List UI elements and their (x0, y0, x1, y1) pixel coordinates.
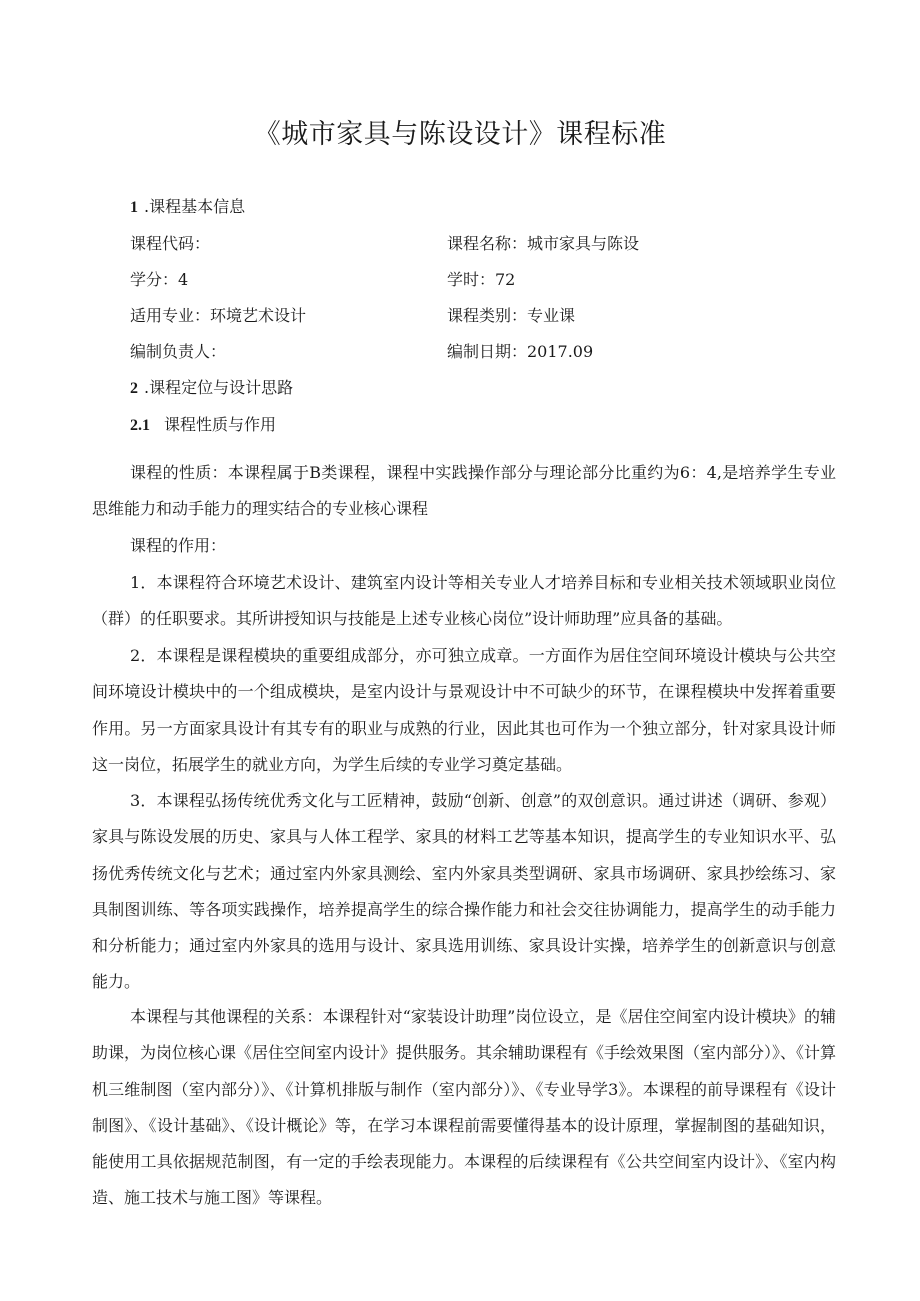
subsection-number: 2.1 (130, 417, 150, 434)
section-number: 1 (130, 199, 138, 216)
section-heading-positioning (130, 375, 293, 398)
section-number: 2 (130, 380, 138, 397)
section-label: .课程基本信息 (144, 197, 246, 216)
subsection-label: 课程性质与作用 (164, 415, 277, 434)
info-major: 适用专业：环境艺术设计 (130, 306, 307, 325)
paragraph-nature: 课程的性质：本课程属于B类课程，课程中实践操作部分与理论部分比重约为6：4,是培养学生专业思维能力和动手能力的理实结合的专业核心课程 (92, 463, 836, 519)
paragraph-role-3: 3．本课程弘扬传统优秀文化与工匠精神，鼓励“创新、创意”的双创意识。通过讲述（调研、参观）家具与陈设发展的历史、家具与人体工程学、家具的材料工艺等基本知识，提高学生的专业知识水平、弘扬优秀传统文化与艺术；通过室内外家具测绘、室内外家具类型调研、家具市场调研、家具抄绘练习、家具制图训练、等各项实践操作，培养提高学生的综合操作能力和社会交往协调能力，提高学生的动手能力和分析能力；通过室内外家具的选用与设计、家具选用训练、家具设计实操，培养学生的创新意识与创意能力。 (92, 791, 836, 992)
info-course-code: 课程代码： (130, 234, 211, 253)
info-author: 编制负责人： (130, 342, 227, 361)
paragraph-role-1: 1．本课程符合环境艺术设计、建筑室内设计等相关专业人才培养目标和专业相关技术领域职业岗位（群）的任职要求。其所讲授知识与技能是上述专业核心岗位”设计师助理”应具备的基础。 (92, 573, 836, 629)
paragraph-role-label: 课程的作用： (130, 536, 227, 555)
section-label: .课程定位与设计思路 (144, 378, 294, 397)
paragraph-relation: 本课程与其他课程的关系：本课程针对“家装设计助理”岗位设立，是《居住空间室内设计模块》的辅助课，为岗位核心课《居住空间室内设计》提供服务。其余辅助课程有《手绘效果图（室内部分）》、《计算机三维制图（室内部分）》、《计算机排版与制作（室内部分）》、《专业导学3》。本课程的前导课程有《设计制图》、《设计基础》、《设计概论》等，在学习本课程前需要懂得基本的设计原理，掌握制图的基础知识，能使用工具依据规范制图，有一定的手绘表现能力。本课程的后续课程有《公共空间室内设计》、《室内构造、施工技术与施工图》等课程。 (92, 1007, 837, 1208)
paragraph-role-2: 2．本课程是课程模块的重要组成部分，亦可独立成章。一方面作为居住空间环境设计模块与公共空间环境设计模块中的一个组成模块，是室内设计与景观设计中不可缺少的环节，在课程模块中发挥着重要作用。另一方面家具设计有其专有的职业与成熟的行业，因此其也可作为一个独立部分，针对家具设计师这一岗位，拓展学生的就业方向，为学生后续的专业学习奠定基础。 (92, 646, 836, 774)
info-credit: 学分：4 (130, 270, 189, 289)
document-title: 《城市家具与陈设设计》课程标准 (253, 119, 667, 150)
section-heading-basic-info (130, 194, 245, 217)
info-hours: 学时：72 (447, 270, 516, 289)
subsection-heading-nature (130, 412, 276, 435)
info-date: 编制日期：2017.09 (447, 342, 594, 361)
info-course-name: 课程名称：城市家具与陈设 (447, 234, 640, 253)
info-course-type: 课程类别：专业课 (447, 306, 576, 325)
